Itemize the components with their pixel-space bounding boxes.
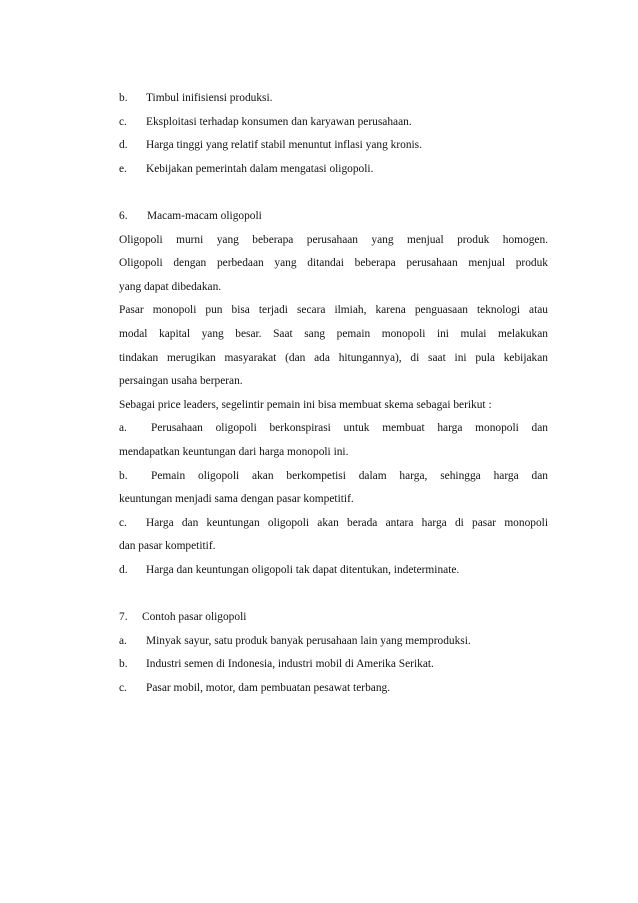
list-marker: b. [119, 92, 128, 104]
section-number: 7. [119, 611, 128, 624]
list-marker: c. [119, 681, 127, 694]
list-item [119, 559, 548, 583]
section-title: Contoh pasar oligopoli [142, 611, 247, 624]
list-marker: a. [119, 634, 127, 647]
list-item-text: Pasar mobil, motor, dam pembuatan pesawat terbang. [146, 681, 391, 694]
list-marker: c. [119, 115, 127, 128]
list-disadvantages [119, 87, 548, 181]
paragraph-line: tindakan merugikan masyarakat (dan ada hitungannya), di saat ini pula kebijakan [119, 351, 548, 364]
list-item-text: Kebijakan pemerintah dalam mengatasi oligopoli. [146, 162, 374, 175]
spacer [119, 181, 548, 205]
list-marker: d. [119, 139, 128, 152]
list-item [119, 512, 548, 559]
section-7-heading [119, 606, 548, 630]
list-item-text: Pemain oligopoli akan berkompetisi dalam harga, sehingga harga dan [151, 469, 548, 482]
list-item [119, 465, 548, 512]
document-page [119, 87, 548, 700]
list-price-leader-schemes [119, 417, 548, 582]
list-item-text: Industri semen di Indonesia, industri mobil di Amerika Serikat. [146, 658, 434, 671]
list-item-text: Timbul inifisiensi produksi. [146, 92, 273, 104]
paragraph-line: yang dapat dibedakan. [119, 280, 222, 293]
list-item [119, 653, 548, 677]
list-item-continuation: keuntungan menjadi sama dengan pasar kompetitif. [119, 493, 354, 506]
list-item-text: Eksploitasi terhadap konsumen dan karyawan perusahaan. [146, 115, 412, 128]
section-number: 6. [119, 209, 128, 222]
paragraph-pasar-monopoli [119, 299, 548, 393]
list-item-continuation: mendapatkan keuntungan dari harga monopoli ini. [119, 445, 349, 458]
list-item [119, 630, 548, 654]
paragraph-line: Pasar monopoli pun bisa terjadi secara ilmiah, karena penguasaan teknologi atau [119, 304, 548, 317]
list-item-text: Harga dan keuntungan oligopoli tak dapat ditentukan, indeterminate. [146, 563, 460, 576]
list-item-text: Perusahaan oligopoli berkonspirasi untuk membuat harga monopoli dan [151, 422, 548, 435]
list-item [119, 134, 548, 158]
spacer [119, 582, 548, 606]
list-marker: c. [119, 516, 127, 529]
list-marker: d. [119, 563, 128, 576]
list-item-text: Harga dan keuntungan oligopoli akan berada antara harga di pasar monopoli [146, 516, 548, 529]
paragraph-line: modal kapital yang besar. Saat sang pemain monopoli ini mulai melakukan [119, 327, 548, 340]
list-item [119, 158, 548, 182]
list-examples [119, 630, 548, 701]
paragraph-price-leaders: Sebagai price leaders, segelintir pemain ini bisa membuat skema sebagai berikut : [119, 398, 492, 411]
list-marker: e. [119, 162, 127, 175]
list-marker: b. [119, 658, 128, 671]
list-marker: a. [119, 422, 127, 435]
list-item [119, 87, 548, 111]
section-6-heading [119, 205, 548, 229]
list-item-text: Harga tinggi yang relatif stabil menuntut inflasi yang kronis. [146, 139, 422, 152]
section-title: Macam-macam oligopoli [147, 209, 262, 222]
list-item-text: Minyak sayur, satu produk banyak perusahaan lain yang memproduksi. [146, 634, 471, 647]
paragraph-line: Oligopoli murni yang beberapa perusahaan yang menjual produk homogen. [119, 233, 548, 246]
list-item-continuation: dan pasar kompetitif. [119, 540, 216, 553]
list-item [119, 417, 548, 464]
paragraph-line: Oligopoli dengan perbedaan yang ditandai beberapa perusahaan menjual produk [119, 257, 548, 270]
paragraph-oligopoli-types [119, 229, 548, 300]
list-item [119, 677, 548, 701]
paragraph-line: persaingan usaha berperan. [119, 375, 243, 388]
list-item [119, 111, 548, 135]
list-marker: b. [119, 469, 128, 482]
